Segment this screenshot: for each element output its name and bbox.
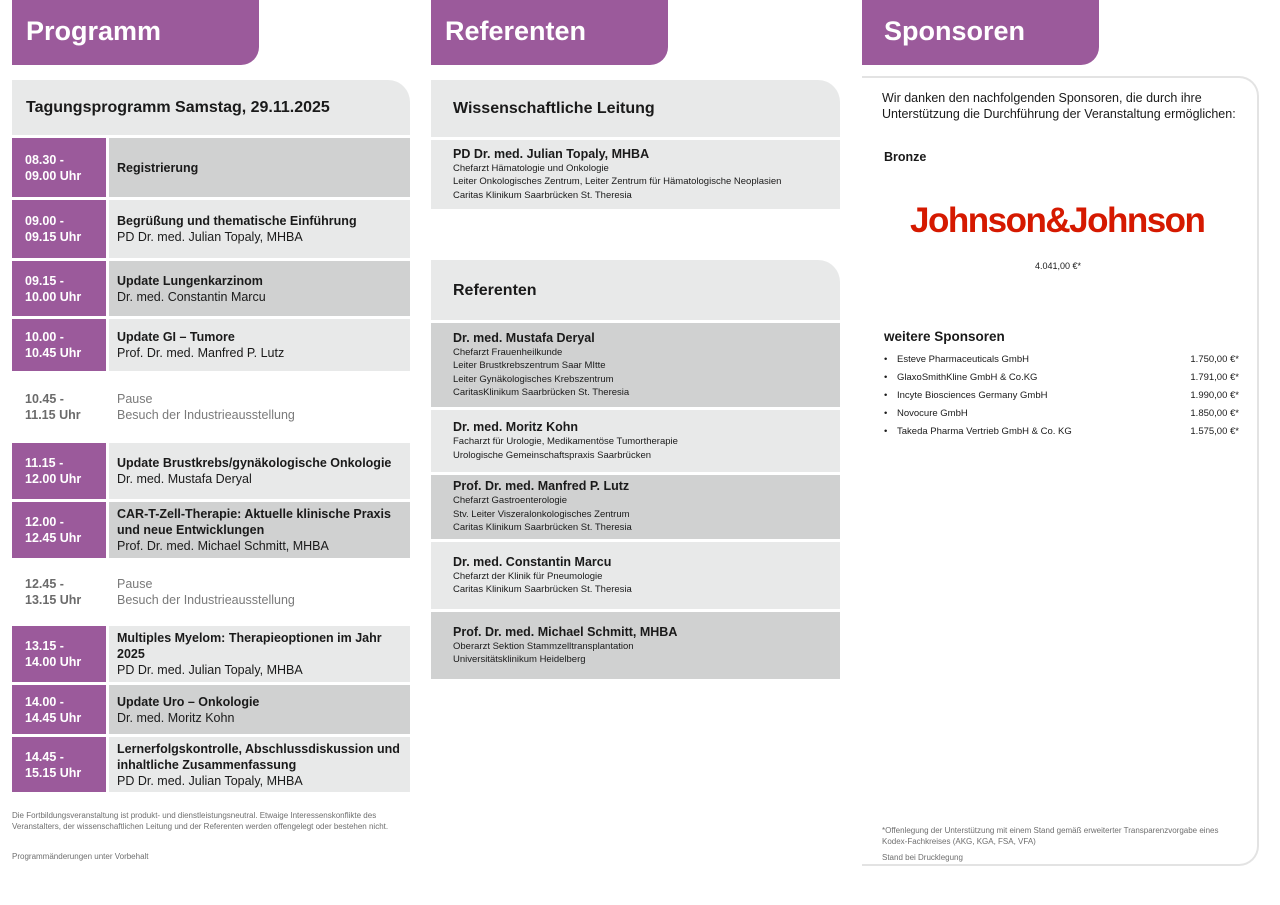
programm-footnote: Die Fortbildungsveranstaltung ist produkt- und dienstleistungsneutral. Etwaige Interessenskonflikte des Veranstalters, der wissenschaftlichen Leitung und der Referenten werden offengelegt oder bestehen nicht. (12, 811, 389, 831)
schedule-time (12, 261, 106, 316)
sponsor-list (884, 350, 1239, 440)
referent-card (431, 475, 840, 539)
person-name: Prof. Dr. med. Manfred P. Lutz (453, 479, 630, 494)
schedule-time (12, 685, 106, 734)
schedule-row (12, 443, 410, 499)
schedule-row (12, 737, 410, 792)
sponsor-item (884, 422, 1239, 440)
time-end: 12.45 Uhr (25, 531, 82, 545)
schedule-content (109, 374, 410, 440)
session-speaker: Dr. med. Mustafa Deryal (117, 472, 252, 486)
schedule-row (12, 502, 410, 558)
session-title: Multiples Myelom: Therapieoptionen im Jahr 2025 (117, 631, 382, 661)
time-end: 14.00 Uhr (25, 655, 82, 669)
programm-changes-note: Programmänderungen unter Vorbehalt (12, 852, 149, 861)
schedule-row (12, 261, 410, 316)
time-start: 08.30 - (25, 152, 64, 167)
schedule-row (12, 374, 410, 440)
time-end: 14.45 Uhr (25, 710, 82, 725)
sponsor-amount: 1.990,00 €* (1190, 389, 1239, 401)
time-start: 13.15 - (25, 639, 64, 653)
person-name: Prof. Dr. med. Michael Schmitt, MHBA (453, 624, 678, 639)
person-line: Chefarzt Frauenheilkunde (453, 346, 563, 358)
schedule-content (109, 138, 410, 197)
schedule-row (12, 138, 410, 197)
sponsoren-intro: Wir danken den nachfolgenden Sponsoren, die durch ihre Unterstützung die Durchführung der Veranstaltung ermöglichen: (882, 91, 1236, 121)
sponsoren-tab: Sponsoren (862, 0, 1099, 65)
session-title: Pause (117, 392, 153, 406)
sponsor-item (884, 350, 1239, 368)
schedule-time (12, 561, 106, 623)
session-speaker: Prof. Dr. med. Manfred P. Lutz (117, 346, 285, 360)
person-line: Caritas Klinikum Saarbrücken St. Theresia (453, 584, 632, 595)
schedule-row (12, 685, 410, 734)
programm-heading: Tagungsprogramm Samstag, 29.11.2025 (12, 80, 410, 135)
session-title: Registrierung (117, 160, 199, 175)
session-title: Lernerfolgskontrolle, Abschlussdiskussion und inhaltliche Zusammenfassung (117, 741, 400, 772)
session-title: CAR-T-Zell-Therapie: Aktuelle klinische Praxis und neue Entwicklungen (117, 507, 391, 537)
time-start: 12.00 - (25, 515, 64, 529)
person-line: Facharzt für Urologie, Medikamentöse Tumortherapie (453, 436, 678, 447)
schedule-time (12, 737, 106, 792)
schedule-time (12, 374, 106, 440)
referenten-tab: Referenten (431, 0, 668, 65)
bullet-icon: • (884, 371, 888, 383)
programm-column (12, 0, 410, 792)
schedule-content (109, 685, 410, 734)
sponsor-name: Takeda Pharma Vertrieb GmbH & Co. KG (897, 425, 1072, 437)
time-end: 13.15 Uhr (25, 593, 82, 607)
sponsor-item (884, 386, 1239, 404)
time-start: 09.00 - (25, 214, 64, 228)
time-start: 10.45 - (25, 392, 64, 406)
time-end: 09.15 Uhr (25, 230, 82, 244)
schedule-row (12, 561, 410, 623)
sponsor-item (884, 404, 1239, 422)
leitung-person (431, 140, 840, 209)
schedule-time (12, 443, 106, 499)
session-speaker: Besuch der Industrieausstellung (117, 408, 295, 422)
person-name: PD Dr. med. Julian Topaly, MHBA (453, 146, 650, 161)
time-start: 11.15 - (25, 456, 64, 470)
referent-card (431, 612, 840, 679)
person-line: Stv. Leiter Viszeralonkologisches Zentrum (453, 508, 630, 520)
referenten-list (431, 323, 840, 679)
bronze-amount: 4.041,00 €* (1035, 261, 1082, 271)
session-title: Update Brustkrebs/gynäkologische Onkologie (117, 456, 392, 470)
schedule-content (109, 626, 410, 682)
referenten-heading: Referenten (431, 260, 840, 320)
bronze-label: Bronze (884, 150, 927, 164)
schedule-content (109, 737, 410, 792)
schedule-row (12, 200, 410, 258)
person-name: Dr. med. Mustafa Deryal (453, 330, 595, 345)
referent-card (431, 410, 840, 472)
time-start: 10.00 - (25, 330, 64, 344)
schedule-content (109, 261, 410, 316)
schedule-row (12, 626, 410, 682)
time-end: 10.45 Uhr (25, 346, 82, 360)
person-name: Dr. med. Moritz Kohn (453, 420, 578, 434)
session-speaker: PD Dr. med. Julian Topaly, MHBA (117, 230, 303, 244)
time-start: 14.45 - (25, 749, 64, 764)
schedule-time (12, 200, 106, 258)
referent-card (431, 323, 840, 407)
session-speaker: Besuch der Industrieausstellung (117, 593, 295, 607)
sponsor-amount: 1.791,00 €* (1190, 371, 1239, 383)
schedule-content (109, 200, 410, 258)
sponsor-name: Esteve Pharmaceuticals GmbH (897, 353, 1029, 365)
session-speaker: Dr. med. Constantin Marcu (117, 289, 266, 304)
time-end: 10.00 Uhr (25, 289, 82, 304)
person-line: Oberarzt Sektion Stammzelltransplantation (453, 640, 634, 652)
person-line: Leiter Gynäkologisches Krebszentrum (453, 373, 614, 385)
session-title: Update Uro – Onkologie (117, 694, 260, 709)
person-line: Caritas Klinikum Saarbrücken St. Theresia (453, 189, 632, 201)
schedule-content (109, 319, 410, 371)
sponsor-item (884, 368, 1239, 386)
sponsoren-column (862, 0, 1259, 862)
time-start: 09.15 - (25, 273, 64, 288)
schedule-content (109, 502, 410, 558)
sponsor-name: Novocure GmbH (897, 407, 968, 419)
schedule-row (12, 319, 410, 371)
time-end: 11.15 Uhr (25, 408, 81, 422)
session-title: Pause (117, 577, 153, 591)
programm-tab: Programm (12, 0, 259, 65)
stand-note: Stand bei Drucklegung (882, 853, 963, 862)
person-line: Leiter Onkologisches Zentrum, Leiter Zentrum für Hämatologische Neoplasien (453, 176, 782, 188)
sponsor-name: Incyte Biosciences Germany GmbH (897, 389, 1048, 401)
person-name: Dr. med. Constantin Marcu (453, 554, 612, 569)
time-end: 15.15 Uhr (25, 765, 82, 780)
bullet-icon: • (884, 353, 888, 365)
schedule-content (109, 561, 410, 623)
time-start: 12.45 - (25, 577, 64, 591)
person-line: Caritas Klinikum Saarbrücken St. Theresia (453, 522, 632, 534)
person-line: Chefarzt Hämatologie und Onkologie (453, 162, 609, 174)
schedule-time (12, 502, 106, 558)
programm-schedule (12, 138, 410, 792)
schedule-time (12, 138, 106, 197)
person-line: Chefarzt Gastroenterologie (453, 495, 568, 507)
bullet-icon: • (884, 425, 888, 437)
person-line: CaritasKlinikum Saarbrücken St. Theresia (453, 387, 630, 398)
leitung-heading: Wissenschaftliche Leitung (431, 80, 840, 137)
disclosure-note: *Offenlegung der Unterstützung mit einem Stand gemäß erweiterter Transparenzvorgabe eines Kodex-Fachkreises (AKG, KGA, FSA, VFA) (882, 826, 1219, 846)
johnson-johnson-logo: Johnson&Johnson (910, 201, 1205, 240)
sponsor-amount: 1.575,00 €* (1190, 425, 1239, 437)
session-speaker: PD Dr. med. Julian Topaly, MHBA (117, 663, 303, 677)
session-title: Update Lungenkarzinom (117, 273, 263, 288)
referent-card (431, 542, 840, 609)
referenten-column (431, 0, 840, 679)
session-speaker: PD Dr. med. Julian Topaly, MHBA (117, 773, 303, 788)
sponsor-amount: 1.750,00 €* (1190, 353, 1239, 365)
session-title: Update GI – Tumore (117, 330, 235, 344)
sponsor-amount: 1.850,00 €* (1190, 407, 1239, 419)
sponsoren-box (862, 76, 1259, 866)
sponsor-name: GlaxoSmithKline GmbH & Co.KG (897, 371, 1038, 383)
person-line: Chefarzt der Klinik für Pneumologie (453, 570, 603, 582)
time-start: 14.00 - (25, 694, 64, 709)
session-title: Begrüßung und thematische Einführung (117, 214, 357, 228)
person-line: Urologische Gemeinschaftspraxis Saarbrücken (453, 449, 652, 461)
time-end: 09.00 Uhr (25, 168, 82, 183)
session-speaker: Dr. med. Moritz Kohn (117, 710, 235, 725)
bullet-icon: • (884, 389, 888, 401)
person-line: Leiter Brustkrebszentrum Saar MItte (453, 360, 606, 371)
weitere-sponsoren-heading: weitere Sponsoren (884, 329, 1005, 344)
session-speaker: Prof. Dr. med. Michael Schmitt, MHBA (117, 539, 329, 553)
person-line: Universitätsklinikum Heidelberg (453, 654, 586, 665)
bullet-icon: • (884, 407, 888, 419)
schedule-content (109, 443, 410, 499)
schedule-time (12, 319, 106, 371)
time-end: 12.00 Uhr (25, 472, 82, 486)
schedule-time (12, 626, 106, 682)
